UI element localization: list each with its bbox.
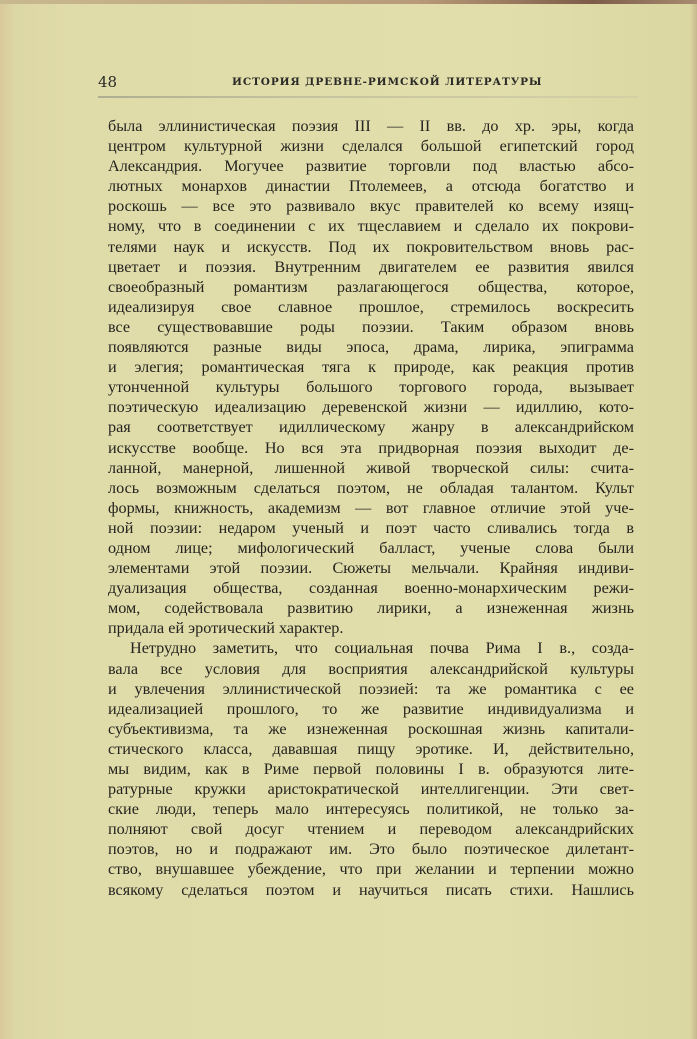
text-line: утонченной культуры большого торгового города, вызывает — [108, 378, 634, 397]
text-line: своеобразный романтизм разлагающегося общества, которое, — [108, 277, 634, 296]
text-line: всякому сделаться поэтом и научиться писать стихи. Нашлись — [108, 880, 634, 899]
text-line: идеализацией прошлого, то же развитие индивидуализма и — [108, 699, 634, 718]
text-line: и элегия; романтическая тяга к природе, как реакция против — [108, 358, 634, 377]
running-header — [98, 73, 598, 93]
text-line: мы видим, как в Риме первой половины I в. образуются лите- — [108, 760, 634, 778]
text-line: была эллинистическая поэзия III — II вв. до хр. эры, когда — [108, 117, 634, 135]
text-line: формы, книжность, академизм — вот главное отличие этой уче- — [108, 498, 634, 517]
text-line: ланной, манерной, лишенной живой творческой силы: счита- — [108, 458, 634, 477]
text-line: цветает и поэзия. Внутренним двигателем ее развития явился — [108, 257, 634, 276]
text-line: ские люди, теперь мало интересуясь политикой, не только за- — [108, 800, 634, 819]
text-line: ратурные кружки аристократической интеллигенции. Эти свет- — [108, 780, 634, 799]
paragraph-2 — [108, 638, 634, 899]
text-line: полняют свой досуг чтением и переводом александрийских — [108, 820, 634, 839]
text-line: мом, содействовала развитию лирики, а изнеженная жизнь — [108, 599, 634, 618]
text-line: поэтов, но и подражают им. Это было поэтическое дилетант- — [108, 840, 634, 859]
header-rule — [98, 96, 638, 98]
text-line: лось возможным сделаться поэтом, не обладая талантом. Культ — [108, 478, 634, 497]
text-line: и увлечения эллинистической поэзией: та же романтика с ее — [108, 679, 634, 698]
text-line: идеализируя свое славное прошлое, стремилось воскресить — [108, 297, 634, 316]
text-line: субъективизма, та же изнеженная роскошная жизнь капитали- — [108, 719, 634, 738]
text-line: ной поэзии: недаром ученый и поэт часто сливались тогда в — [108, 518, 634, 537]
text-line: дуализация общества, созданная военно-монархическим режи- — [108, 579, 634, 598]
text-line: рая соответствует идиллическому жанру в александрийском — [108, 418, 634, 437]
body-text — [108, 116, 634, 900]
page-top-edge — [0, 0, 697, 4]
text-line: Александрия. Могучее развитие торговли под властью абсо- — [108, 157, 634, 176]
text-line: роскошь — все это развивало вкус правителей ко всему изящ- — [108, 197, 634, 216]
text-line: одном лице; мифологический балласт, ученые слова были — [108, 538, 634, 557]
text-line: поэтическую идеализацию деревенской жизни — идиллию, кото- — [108, 398, 634, 417]
text-line: все существовавшие роды поэзии. Таким образом вновь — [108, 317, 634, 336]
text-line: Нетрудно заметить, что социальная почва Рима I в., созда- — [130, 639, 634, 658]
text-line: появляются разные виды эпоса, драма, лирика, эпиграмма — [108, 338, 634, 357]
text-line: элементами этой поэзии. Сюжеты мельчали. Крайняя индиви- — [108, 559, 634, 578]
running-title: ИСТОРИЯ ДРЕВНЕ-РИМСКОЙ ЛИТЕРАТУРЫ — [232, 76, 543, 88]
paragraph-1 — [108, 116, 634, 638]
text-line: вала все условия для восприятия александрийской культуры — [108, 659, 634, 678]
text-line: стического класса, дававшая пищу эротике. И, действительно, — [108, 739, 634, 758]
text-line: лютных монархов династии Птолемеев, а отсюда богатство и — [108, 177, 634, 196]
text-line: ство, внушавшее убеждение, что при желании и терпении можно — [108, 860, 634, 879]
text-line: ному, что в соединении с их тщеславием и сделало их покрови- — [108, 217, 634, 236]
text-line: искусстве вообще. Но вся эта придворная поэзия выходит де- — [108, 438, 634, 457]
text-line: центром культурной жизни сделался большой египетский город — [108, 137, 634, 156]
page-number: 48 — [98, 73, 118, 91]
text-line: придала ей эротический характер. — [108, 619, 344, 638]
text-line: телями наук и искусств. Под их покровительством вновь рас- — [108, 237, 634, 256]
